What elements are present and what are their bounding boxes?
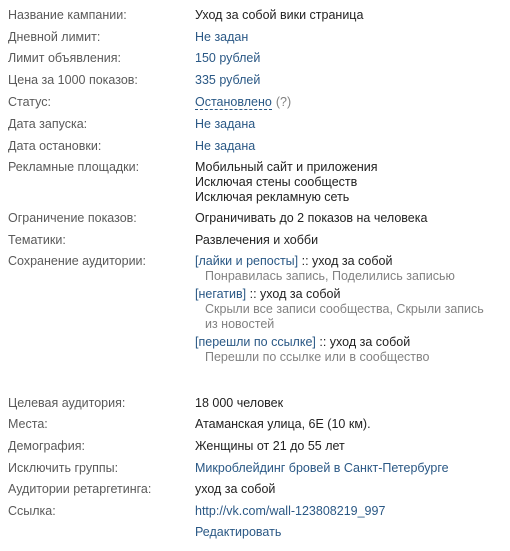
stop-date-link[interactable]: Не задана — [195, 139, 256, 153]
status-label: Статус: — [8, 95, 51, 109]
target-audience-value: 18 000 человек — [195, 396, 284, 410]
ad-limit-label: Лимит объявления: — [8, 51, 121, 65]
link-label: Ссылка: — [8, 504, 56, 518]
campaign-name-label: Название кампании: — [8, 8, 127, 22]
audience-separator: :: — [246, 287, 261, 301]
platforms-label: Рекламные площадки: — [8, 160, 140, 174]
stop-date-label: Дата остановки: — [8, 139, 102, 153]
places-value: Атаманская улица, 6Е (10 км). — [195, 417, 371, 431]
audience-description: Перешли по ссылке или в сообщество — [205, 350, 430, 364]
status-link[interactable]: Остановлено — [195, 95, 272, 109]
platforms-value — [195, 160, 500, 205]
start-date-link[interactable]: Не задана — [195, 117, 256, 131]
demography-label: Демография: — [8, 439, 85, 453]
audience-save-item — [195, 335, 500, 365]
campaign-name-value: Уход за собой вики страница — [195, 8, 364, 22]
ad-limit-link[interactable]: 150 рублей — [195, 51, 261, 65]
ad-url-link[interactable]: http://vk.com/wall-123808219_997 — [195, 504, 386, 518]
audience-name: уход за собой — [312, 254, 393, 268]
audience-tag-link[interactable]: [перешли по ссылке] — [195, 335, 316, 349]
audience-save-label: Сохранение аудитории: — [8, 254, 147, 268]
places-label: Места: — [8, 417, 48, 431]
audience-name: уход за собой — [260, 287, 341, 301]
topics-label: Тематики: — [8, 233, 66, 247]
demography-value: Женщины от 21 до 55 лет — [195, 439, 345, 453]
target-audience-label: Целевая аудитория: — [8, 396, 126, 410]
audience-save-item — [195, 287, 500, 332]
audience-separator: :: — [315, 335, 330, 349]
daily-limit-link[interactable]: Не задан — [195, 30, 249, 44]
audience-tag-link[interactable]: [негатив] — [195, 287, 247, 301]
daily-limit-label: Дневной лимит: — [8, 30, 101, 44]
audience-description: Понравилась запись, Поделились записью — [205, 269, 455, 283]
start-date-label: Дата запуска: — [8, 117, 88, 131]
impressions-label: Ограничение показов: — [8, 211, 137, 225]
audience-save-item — [195, 254, 500, 284]
audience-tag-link[interactable]: [лайки и репосты] — [195, 254, 299, 268]
edit-link[interactable]: Редактировать — [195, 525, 282, 539]
cpm-link[interactable]: 335 рублей — [195, 73, 261, 87]
status-help-icon[interactable]: (?) — [275, 95, 292, 109]
topics-value: Развлечения и хобби — [195, 233, 319, 247]
platform-item: Исключая рекламную сеть — [195, 190, 350, 204]
platform-item: Мобильный сайт и приложения — [195, 160, 378, 174]
exclude-groups-label: Исключить группы: — [8, 461, 119, 475]
platform-item: Исключая стены сообществ — [195, 175, 358, 189]
impressions-value: Ограничивать до 2 показов на человека — [195, 211, 428, 225]
exclude-groups-link[interactable]: Микроблейдинг бровей в Санкт-Петербурге — [195, 461, 449, 475]
audience-name: уход за собой — [329, 335, 411, 349]
audience-save-list — [195, 254, 500, 365]
audience-separator: :: — [298, 254, 313, 268]
audience-description: Скрыли все записи сообщества, Скрыли запись из новостей — [205, 302, 484, 331]
status-value — [195, 95, 500, 110]
retarget-label: Аудитории ретаргетинга: — [8, 482, 152, 496]
retarget-value: уход за собой — [195, 482, 276, 496]
cpm-label: Цена за 1000 показов: — [8, 73, 138, 87]
